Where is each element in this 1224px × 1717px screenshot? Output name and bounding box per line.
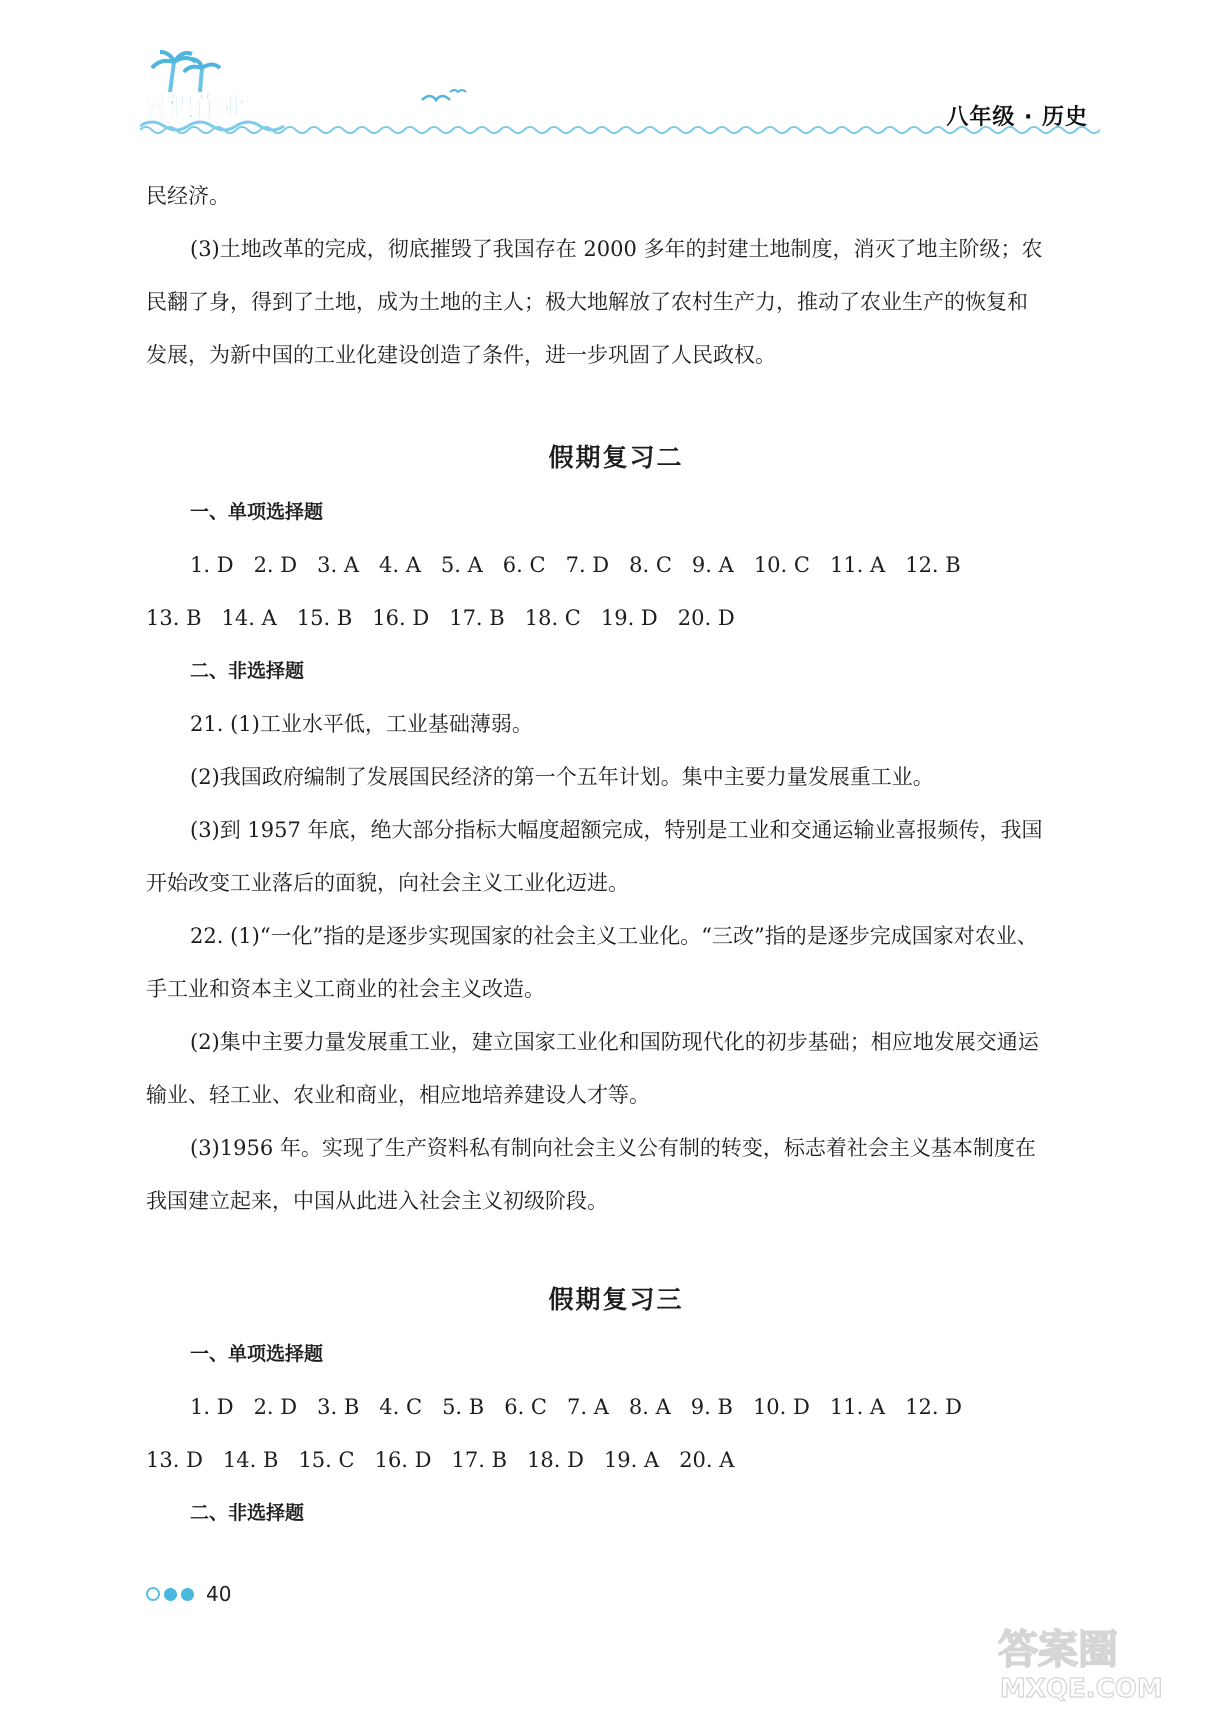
answer-item: 9. B <box>690 1395 733 1419</box>
answer-item: 7. A <box>567 1395 609 1419</box>
answer-item: 14. B <box>222 1448 279 1472</box>
answer-item: 7. D <box>565 553 610 577</box>
answer-item: 3. A <box>317 553 360 577</box>
answer-item: 6. C <box>502 553 546 577</box>
answer-item: 5. A <box>440 553 483 577</box>
subsection-title-choice: 一、单项选择题 <box>190 1343 324 1365</box>
paragraph-line: 21. (1)工业水平低，工业基础薄弱。 <box>190 712 533 736</box>
page-header <box>0 0 1224 150</box>
paragraph-line: 22. (1)“一化”指的是逐步实现国家的社会主义工业化。“三改”指的是逐步完成国家对农业、 <box>190 924 1038 948</box>
subsection-title-choice: 一、单项选择题 <box>190 501 324 523</box>
answer-item: 19. D <box>600 606 658 630</box>
paragraph-line: (3)到 1957 年底，绝大部分指标大幅度超额完成，特别是工业和交通运输业喜报频传，我国 <box>190 818 1043 842</box>
paragraph-line: (2)集中主要力量发展重工业，建立国家工业化和国防现代化的初步基础；相应地发展交通运 <box>190 1030 1039 1054</box>
answer-row <box>146 592 1086 645</box>
answer-item: 4. A <box>379 553 421 577</box>
paragraph-line: 手工业和资本主义工商业的社会主义改造。 <box>146 977 545 1001</box>
answer-item: 3. B <box>317 1395 360 1419</box>
answer-item: 1. D <box>190 1395 234 1419</box>
answer-item: 18. D <box>527 1448 584 1472</box>
section-title-review-2: 假期复习二 <box>548 443 684 472</box>
paragraph-line: (3)1956 年。实现了生产资料私有制向社会主义公有制的转变，标志着社会主义基本制度在 <box>190 1136 1036 1160</box>
paragraph-line: 民翻了身，得到了土地，成为土地的主人；极大地解放了农村生产力，推动了农业生产的恢复和 <box>146 290 1028 314</box>
page-number: 40 <box>206 1582 232 1606</box>
paragraph-line: 输业、轻工业、农业和商业，相应地培养建设人才等。 <box>146 1083 650 1107</box>
paragraph-line: 发展，为新中国的工业化建设创造了条件，进一步巩固了人民政权。 <box>146 343 776 367</box>
svg-text:答案圈: 答案圈 <box>998 1627 1118 1673</box>
subsection-title-non-choice: 二、非选择题 <box>190 660 305 682</box>
answer-content <box>146 170 1086 1540</box>
svg-text:MXQE.COM: MXQE.COM <box>1000 1674 1163 1704</box>
answer-row <box>146 1434 1086 1487</box>
answer-item: 9. A <box>691 553 734 577</box>
section-title-review-3: 假期复习三 <box>548 1285 684 1314</box>
watermark-logo <box>994 1615 1184 1705</box>
grade-subject-label: 八年级 · 历史 <box>946 105 1088 130</box>
answer-item: 12. B <box>905 553 961 577</box>
answer-item: 11. A <box>829 553 886 577</box>
answer-item: 1. D <box>190 553 234 577</box>
subsection-title-non-choice: 二、非选择题 <box>190 1502 305 1524</box>
answer-item: 17. B <box>449 606 505 630</box>
answer-item: 8. C <box>629 553 672 577</box>
circle-filled-icon <box>164 1588 177 1601</box>
paragraph-line: (3)土地改革的完成，彻底摧毁了我国存在 2000 多年的封建土地制度，消灭了地主阶级；农 <box>190 237 1043 261</box>
answer-item: 20. D <box>677 606 735 630</box>
answer-item: 2. D <box>253 1395 298 1419</box>
answer-item: 13. D <box>146 1448 203 1472</box>
paragraph-line: 我国建立起来，中国从此进入社会主义初级阶段。 <box>146 1189 608 1213</box>
answer-item: 17. B <box>451 1448 508 1472</box>
answer-item: 15. B <box>296 606 353 630</box>
answer-item: 13. B <box>146 606 202 630</box>
answer-item: 10. D <box>752 1395 810 1419</box>
answer-item: 6. C <box>504 1395 547 1419</box>
answer-item: 5. B <box>442 1395 485 1419</box>
answer-row <box>146 539 1086 592</box>
circle-filled-icon <box>181 1588 194 1601</box>
answer-item: 8. A <box>628 1395 671 1419</box>
bird-icon <box>420 86 470 110</box>
answer-item: 10. C <box>753 553 810 577</box>
answer-item: 20. A <box>679 1448 735 1472</box>
page-footer <box>146 1582 231 1606</box>
answer-item: 19. A <box>603 1448 660 1472</box>
answer-item: 14. A <box>221 606 277 630</box>
circle-outline-icon <box>146 1587 160 1601</box>
paragraph-line: 开始改变工业落后的面貌，向社会主义工业化迈进。 <box>146 871 629 895</box>
answer-item: 16. D <box>374 1448 432 1472</box>
answer-item: 2. D <box>253 553 298 577</box>
answer-item: 11. A <box>829 1395 886 1419</box>
answer-item: 12. D <box>905 1395 963 1419</box>
paragraph-line: 民经济。 <box>146 184 230 208</box>
paragraph-line: (2)我国政府编制了发展国民经济的第一个五年计划。集中主要力量发展重工业。 <box>190 765 934 789</box>
answer-item: 18. C <box>524 606 581 630</box>
svg-text:暑假作业: 暑假作业 <box>142 93 247 123</box>
answer-item: 4. C <box>379 1395 423 1419</box>
answer-row <box>146 1381 1086 1434</box>
answer-item: 15. C <box>298 1448 355 1472</box>
answer-item: 16. D <box>372 606 430 630</box>
